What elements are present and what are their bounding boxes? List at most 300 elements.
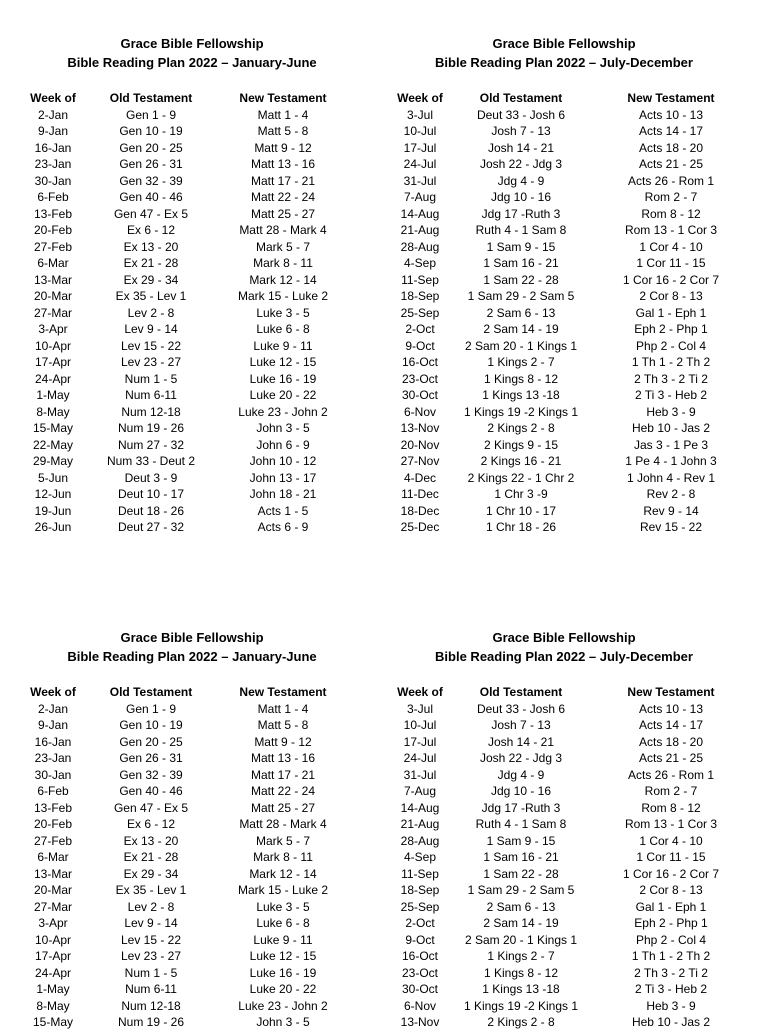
week-date: 13-Feb (33, 800, 73, 815)
new-testament-reading: Php 2 - Col 4 (635, 338, 707, 353)
week-date: 7-Aug (403, 190, 437, 204)
new-testament-reading: John 3 - 5 (256, 421, 310, 435)
reading-plan-jan-jun (12, 35, 372, 536)
table-row (384, 915, 756, 932)
old-testament-reading: 1 Chr 3 -9 (494, 487, 548, 501)
old-testament-reading: Gen 40 - 46 (119, 784, 183, 798)
week-date: 17-Jul (403, 734, 437, 749)
week-date: 7-Aug (403, 784, 437, 798)
new-testament-reading: Matt 28 - Mark 4 (239, 817, 327, 831)
table-row (384, 816, 756, 833)
table-row (384, 272, 756, 289)
new-testament-reading: Matt 22 - 24 (250, 190, 316, 204)
old-testament-reading: Gen 1 - 9 (125, 701, 177, 716)
week-date: 6-Mar (37, 850, 69, 864)
table-row (12, 437, 358, 454)
table-row (12, 140, 358, 157)
plan-subtitle: Bible Reading Plan 2022 – July-December (435, 648, 693, 664)
old-testament-reading: Lev 23 - 27 (120, 949, 182, 963)
week-date: 28-Aug (400, 833, 440, 848)
week-date: 19-Jun (34, 503, 72, 518)
week-date: 20-Mar (33, 883, 72, 897)
new-testament-reading: 2 Th 3 - 2 Ti 2 (634, 371, 708, 386)
table-row (384, 701, 756, 718)
table-row (12, 470, 358, 487)
table-row (12, 882, 358, 899)
table-row (12, 800, 358, 817)
table-row (12, 222, 358, 239)
plan-title: Grace Bible Fellowship (120, 36, 264, 51)
week-date: 30-Oct (401, 388, 438, 402)
table-row (12, 965, 358, 982)
table-row (12, 272, 358, 289)
old-testament-reading: 2 Kings 16 - 21 (480, 454, 562, 468)
week-date: 30-Jan (34, 173, 72, 188)
new-testament-reading: Luke 3 - 5 (256, 305, 310, 320)
new-testament-reading: Eph 2 - Php 1 (634, 916, 708, 930)
new-testament-reading: Matt 28 - Mark 4 (239, 223, 327, 237)
new-testament-reading: Rev 9 - 14 (643, 503, 699, 518)
old-testament-reading: Gen 1 - 9 (125, 107, 177, 122)
new-testament-header: New Testament (627, 91, 715, 105)
week-date: 10-Jul (403, 718, 437, 732)
reading-schedule-table (384, 684, 756, 1031)
old-testament-reading: Gen 32 - 39 (119, 173, 183, 188)
new-testament-reading: 1 Cor 16 - 2 Cor 7 (622, 272, 720, 287)
old-testament-reading: Gen 47 - Ex 5 (113, 800, 189, 815)
old-testament-header: Old Testament (109, 91, 193, 105)
table-row (384, 470, 756, 487)
week-date: 20-Mar (33, 289, 72, 303)
table-row (12, 866, 358, 883)
old-testament-reading: Gen 20 - 25 (119, 140, 183, 155)
new-testament-header: New Testament (239, 91, 327, 105)
reading-schedule-table (384, 90, 756, 536)
new-testament-reading: 1 Cor 11 - 15 (636, 256, 706, 270)
new-testament-reading: 1 Cor 16 - 2 Cor 7 (622, 866, 720, 881)
table-row (384, 734, 756, 751)
new-testament-reading: Mark 12 - 14 (249, 272, 317, 287)
week-date: 13-Mar (33, 272, 72, 287)
new-testament-reading: Heb 10 - Jas 2 (631, 1015, 711, 1029)
new-testament-reading: Mark 15 - Luke 2 (237, 883, 329, 897)
new-testament-reading: Rom 2 - 7 (644, 784, 698, 798)
table-row (384, 965, 756, 982)
week-date: 8-May (36, 998, 70, 1013)
new-testament-reading: Luke 20 - 22 (249, 388, 317, 402)
new-testament-reading: Luke 23 - John 2 (238, 998, 328, 1013)
new-testament-reading: Acts 18 - 20 (638, 734, 704, 749)
new-testament-reading: Matt 22 - 24 (250, 784, 316, 798)
new-testament-reading: Eph 2 - Php 1 (634, 322, 708, 336)
new-testament-reading: Rev 2 - 8 (646, 487, 696, 501)
table-row (384, 519, 756, 536)
table-row (384, 420, 756, 437)
new-testament-reading: Matt 9 - 12 (254, 140, 312, 155)
table-row (384, 107, 756, 124)
table-row (12, 239, 358, 256)
old-testament-header: Old Testament (479, 91, 563, 105)
new-testament-reading: 1 Th 1 - 2 Th 2 (631, 949, 711, 963)
new-testament-reading: Matt 13 - 16 (250, 157, 316, 171)
new-testament-reading: Luke 12 - 15 (249, 355, 317, 369)
table-row (12, 305, 358, 322)
new-testament-reading: John 13 - 17 (249, 470, 317, 485)
old-testament-reading: Josh 14 - 21 (487, 734, 555, 749)
new-testament-reading: Heb 3 - 9 (646, 404, 696, 419)
table-row (12, 767, 358, 784)
old-testament-header: Old Testament (109, 685, 193, 699)
old-testament-reading: 1 Sam 22 - 28 (483, 272, 559, 287)
table-row (12, 816, 358, 833)
new-testament-reading: Matt 17 - 21 (250, 767, 316, 782)
new-testament-reading: Acts 6 - 9 (257, 520, 309, 534)
new-testament-reading: Mark 15 - Luke 2 (237, 289, 329, 303)
old-testament-reading: Num 1 - 5 (124, 371, 178, 386)
week-date: 27-Nov (400, 454, 440, 468)
new-testament-reading: Matt 1 - 4 (257, 107, 309, 122)
table-row (12, 783, 358, 800)
table-row (384, 173, 756, 190)
new-testament-reading: John 6 - 9 (256, 437, 310, 452)
week-date: 6-Mar (37, 256, 69, 270)
table-row (384, 453, 756, 470)
week-date: 3-Apr (38, 322, 68, 336)
new-testament-reading: Mark 12 - 14 (249, 866, 317, 881)
week-date: 30-Jan (34, 767, 72, 782)
old-testament-reading: Ex 21 - 28 (123, 850, 179, 864)
new-testament-reading: Matt 17 - 21 (250, 173, 316, 188)
table-row (12, 123, 358, 140)
table-row (384, 981, 756, 998)
week-date: 18-Sep (400, 883, 440, 897)
week-date: 2-Jan (37, 701, 69, 716)
new-testament-reading: Luke 12 - 15 (249, 949, 317, 963)
old-testament-reading: 1 Sam 22 - 28 (483, 866, 559, 881)
old-testament-reading: Josh 7 - 13 (491, 124, 551, 138)
old-testament-reading: 1 Kings 2 - 7 (487, 949, 555, 963)
new-testament-reading: Rev 15 - 22 (639, 520, 703, 534)
new-testament-reading: Mark 5 - 7 (255, 239, 310, 254)
new-testament-reading: 1 John 4 - Rev 1 (626, 470, 716, 485)
new-testament-reading: John 10 - 12 (249, 454, 317, 468)
table-row (12, 321, 358, 338)
week-date: 12-Jun (34, 487, 72, 501)
table-row (384, 948, 756, 965)
table-row (12, 107, 358, 124)
old-testament-reading: 1 Kings 19 -2 Kings 1 (463, 404, 579, 419)
table-row (384, 404, 756, 421)
week-date: 13-Feb (33, 206, 73, 221)
new-testament-reading: 1 Cor 11 - 15 (636, 850, 706, 864)
week-date: 31-Jul (403, 173, 437, 188)
plan-subtitle: Bible Reading Plan 2022 – July-December (435, 54, 693, 70)
header-row (384, 90, 756, 107)
old-testament-reading: Lev 2 - 8 (127, 899, 175, 914)
new-testament-reading: Matt 5 - 8 (257, 124, 309, 138)
old-testament-reading: 2 Sam 20 - 1 Kings 1 (464, 338, 578, 353)
week-date: 27-Feb (33, 239, 73, 254)
week-date: 2-Oct (405, 322, 435, 336)
week-date: 23-Oct (401, 965, 438, 980)
new-testament-reading: Luke 23 - John 2 (238, 404, 328, 419)
table-row (12, 189, 358, 206)
new-testament-reading: John 3 - 5 (256, 1015, 310, 1029)
old-testament-reading: 1 Kings 8 - 12 (483, 965, 559, 980)
week-date: 23-Jan (34, 751, 72, 765)
header-row (12, 684, 358, 701)
week-date: 1-May (36, 982, 70, 996)
table-row (384, 882, 756, 899)
table-row (12, 206, 358, 223)
old-testament-reading: 1 Sam 29 - 2 Sam 5 (467, 883, 575, 897)
table-row (384, 783, 756, 800)
old-testament-reading: Ex 13 - 20 (123, 833, 179, 848)
week-date: 26-Jun (34, 520, 72, 534)
old-testament-reading: 1 Kings 13 -18 (482, 982, 560, 996)
table-row (384, 321, 756, 338)
old-testament-reading: 2 Sam 14 - 19 (483, 916, 559, 930)
new-testament-reading: Matt 9 - 12 (254, 734, 312, 749)
week-date: 9-Oct (405, 932, 435, 947)
old-testament-reading: 2 Sam 14 - 19 (483, 322, 559, 336)
old-testament-reading: 1 Sam 16 - 21 (483, 850, 559, 864)
new-testament-reading: Rom 13 - 1 Cor 3 (624, 223, 718, 237)
old-testament-reading: 1 Sam 29 - 2 Sam 5 (467, 289, 575, 303)
table-row (12, 915, 358, 932)
table-row (384, 437, 756, 454)
old-testament-reading: Jdg 10 - 16 (490, 190, 552, 204)
new-testament-reading: Acts 14 - 17 (638, 718, 704, 732)
old-testament-reading: Num 33 - Deut 2 (106, 454, 196, 468)
reading-schedule-table (12, 90, 358, 536)
week-date: 3-Jul (406, 107, 433, 122)
new-testament-reading: 2 Ti 3 - Heb 2 (634, 388, 708, 402)
old-testament-reading: Lev 9 - 14 (124, 916, 178, 930)
plan-subtitle: Bible Reading Plan 2022 – January-June (67, 54, 317, 70)
week-date: 27-Mar (33, 899, 72, 914)
old-testament-reading: 1 Sam 16 - 21 (483, 256, 559, 270)
new-testament-reading: 2 Th 3 - 2 Ti 2 (634, 965, 708, 980)
week-date: 21-Aug (400, 223, 440, 237)
plan-title: Grace Bible Fellowship (492, 630, 636, 645)
table-row (384, 1014, 756, 1031)
old-testament-reading: Num 19 - 26 (117, 421, 185, 435)
table-row (12, 1014, 358, 1031)
week-date: 29-May (32, 454, 73, 468)
week-date: 23-Jan (34, 157, 72, 171)
old-testament-reading: Lev 15 - 22 (120, 932, 182, 947)
old-testament-reading: Num 12-18 (121, 404, 181, 419)
old-testament-reading: Jdg 10 - 16 (490, 784, 552, 798)
table-row (384, 800, 756, 817)
table-row (384, 288, 756, 305)
old-testament-reading: 1 Kings 2 - 7 (487, 355, 555, 369)
new-testament-reading: Acts 26 - Rom 1 (627, 173, 715, 188)
old-testament-reading: Gen 26 - 31 (119, 157, 183, 171)
reading-plan-jul-dec (384, 35, 744, 536)
new-testament-reading: Gal 1 - Eph 1 (635, 899, 707, 914)
week-date: 24-Apr (34, 371, 72, 386)
old-testament-reading: 1 Kings 8 - 12 (483, 371, 559, 386)
table-row (12, 404, 358, 421)
new-testament-reading: Matt 25 - 27 (250, 800, 316, 815)
old-testament-reading: 2 Sam 20 - 1 Kings 1 (464, 932, 578, 947)
week-date: 16-Jan (34, 734, 72, 749)
week-date: 6-Feb (37, 784, 69, 798)
old-testament-reading: Gen 20 - 25 (119, 734, 183, 749)
week-date: 24-Jul (403, 751, 437, 765)
week-date: 14-Aug (400, 800, 440, 815)
old-testament-reading: Gen 26 - 31 (119, 751, 183, 765)
week-date: 30-Oct (401, 982, 438, 996)
new-testament-reading: Luke 20 - 22 (249, 982, 317, 996)
table-row (384, 932, 756, 949)
week-date: 27-Feb (33, 833, 73, 848)
table-row (12, 750, 358, 767)
week-date: 10-Apr (34, 932, 72, 947)
week-date: 21-Aug (400, 817, 440, 831)
week-date: 27-Mar (33, 305, 72, 320)
new-testament-reading: Luke 3 - 5 (256, 899, 310, 914)
week-date: 2-Oct (405, 916, 435, 930)
old-testament-reading: Ex 29 - 34 (123, 272, 179, 287)
old-testament-reading: Num 27 - 32 (117, 437, 185, 452)
old-testament-reading: Jdg 4 - 9 (497, 173, 545, 188)
old-testament-reading: Num 1 - 5 (124, 965, 178, 980)
new-testament-reading: Gal 1 - Eph 1 (635, 305, 707, 320)
new-testament-reading: Luke 9 - 11 (253, 338, 313, 353)
table-row (384, 222, 756, 239)
week-date: 28-Aug (400, 239, 440, 254)
old-testament-reading: 2 Kings 9 - 15 (483, 437, 559, 452)
new-testament-reading: 2 Ti 3 - Heb 2 (634, 982, 708, 996)
old-testament-reading: Deut 3 - 9 (124, 470, 178, 485)
week-date: 4-Sep (403, 256, 437, 270)
table-row (384, 371, 756, 388)
reading-plan-jan-jun-copy (12, 629, 372, 1031)
old-testament-reading: Gen 10 - 19 (119, 124, 183, 138)
old-testament-reading: 1 Sam 9 - 15 (486, 239, 556, 254)
new-testament-reading: Luke 9 - 11 (253, 932, 313, 947)
week-date: 9-Oct (405, 338, 435, 353)
new-testament-reading: Luke 6 - 8 (256, 322, 310, 336)
new-testament-reading: Rom 8 - 12 (641, 800, 701, 815)
old-testament-reading: Josh 14 - 21 (487, 140, 555, 155)
week-date: 25-Dec (400, 520, 440, 534)
old-testament-reading: Num 6-11 (125, 982, 177, 996)
table-row (384, 156, 756, 173)
table-row (12, 899, 358, 916)
week-date: 16-Oct (401, 949, 438, 963)
new-testament-reading: Acts 21 - 25 (638, 157, 704, 171)
old-testament-reading: Lev 9 - 14 (124, 322, 178, 336)
new-testament-reading: 2 Cor 8 - 13 (639, 289, 703, 303)
old-testament-reading: Josh 7 - 13 (491, 718, 551, 732)
new-testament-reading: Rom 8 - 12 (641, 206, 701, 221)
old-testament-reading: Deut 33 - Josh 6 (476, 701, 566, 716)
old-testament-reading: 1 Kings 13 -18 (482, 388, 560, 402)
week-date: 4-Dec (403, 470, 436, 485)
new-testament-reading: Luke 16 - 19 (249, 371, 317, 386)
old-testament-reading: Deut 27 - 32 (117, 520, 185, 534)
reading-plan-jul-dec-copy (384, 629, 744, 1031)
week-date: 9-Jan (37, 124, 69, 138)
table-row (12, 849, 358, 866)
new-testament-reading: Heb 10 - Jas 2 (631, 421, 711, 435)
week-date: 18-Dec (400, 503, 440, 518)
old-testament-reading: 2 Kings 22 - 1 Chr 2 (467, 470, 575, 485)
table-row (384, 833, 756, 850)
new-testament-reading: Acts 21 - 25 (638, 751, 704, 765)
week-date: 13-Nov (400, 1015, 440, 1029)
week-date: 22-May (32, 437, 73, 452)
week-date: 5-Jun (37, 470, 69, 485)
table-row (12, 255, 358, 272)
week-of-header: Week of (30, 685, 76, 699)
new-testament-reading: John 18 - 21 (249, 487, 317, 501)
new-testament-reading: Jas 3 - 1 Pe 3 (633, 437, 709, 452)
old-testament-reading: Jdg 17 -Ruth 3 (481, 800, 561, 815)
old-testament-reading: Num 6-11 (125, 388, 177, 402)
new-testament-reading: 1 Th 1 - 2 Th 2 (631, 355, 711, 369)
table-row (384, 387, 756, 404)
week-date: 25-Sep (400, 305, 440, 320)
week-date: 23-Oct (401, 371, 438, 386)
table-row (384, 998, 756, 1015)
old-testament-reading: Lev 15 - 22 (120, 338, 182, 353)
table-row (12, 173, 358, 190)
old-testament-reading: Lev 2 - 8 (127, 305, 175, 320)
week-date: 17-Apr (34, 949, 72, 963)
table-row (12, 453, 358, 470)
table-row (12, 833, 358, 850)
table-row (384, 140, 756, 157)
old-testament-reading: 1 Sam 9 - 15 (486, 833, 556, 848)
old-testament-reading: Ex 35 - Lev 1 (115, 883, 187, 897)
table-row (12, 948, 358, 965)
new-testament-reading: 1 Cor 4 - 10 (639, 833, 703, 848)
table-row (12, 503, 358, 520)
week-date: 16-Oct (401, 355, 438, 369)
new-testament-reading: Rom 13 - 1 Cor 3 (624, 817, 718, 831)
old-testament-reading: Jdg 17 -Ruth 3 (481, 206, 561, 221)
table-row (384, 305, 756, 322)
table-row (12, 981, 358, 998)
new-testament-reading: Acts 10 - 13 (638, 701, 704, 716)
old-testament-reading: 2 Sam 6 - 13 (486, 899, 556, 914)
old-testament-reading: Josh 22 - Jdg 3 (479, 751, 563, 765)
old-testament-reading: Ex 21 - 28 (123, 256, 179, 270)
table-row (384, 354, 756, 371)
table-row (12, 420, 358, 437)
week-date: 13-Mar (33, 866, 72, 881)
new-testament-header: New Testament (627, 685, 715, 699)
table-row (12, 338, 358, 355)
new-testament-reading: Heb 3 - 9 (646, 998, 696, 1013)
week-date: 10-Apr (34, 338, 72, 353)
plan-title: Grace Bible Fellowship (120, 630, 264, 645)
new-testament-reading: 2 Cor 8 - 13 (639, 883, 703, 897)
old-testament-reading: Ruth 4 - 1 Sam 8 (475, 223, 567, 237)
new-testament-reading: Acts 26 - Rom 1 (627, 767, 715, 782)
table-row (384, 189, 756, 206)
new-testament-reading: Mark 5 - 7 (255, 833, 310, 848)
new-testament-reading: Matt 1 - 4 (257, 701, 309, 716)
old-testament-reading: Ex 6 - 12 (126, 817, 176, 831)
table-row (384, 123, 756, 140)
plan-subtitle: Bible Reading Plan 2022 – January-June (67, 648, 317, 664)
